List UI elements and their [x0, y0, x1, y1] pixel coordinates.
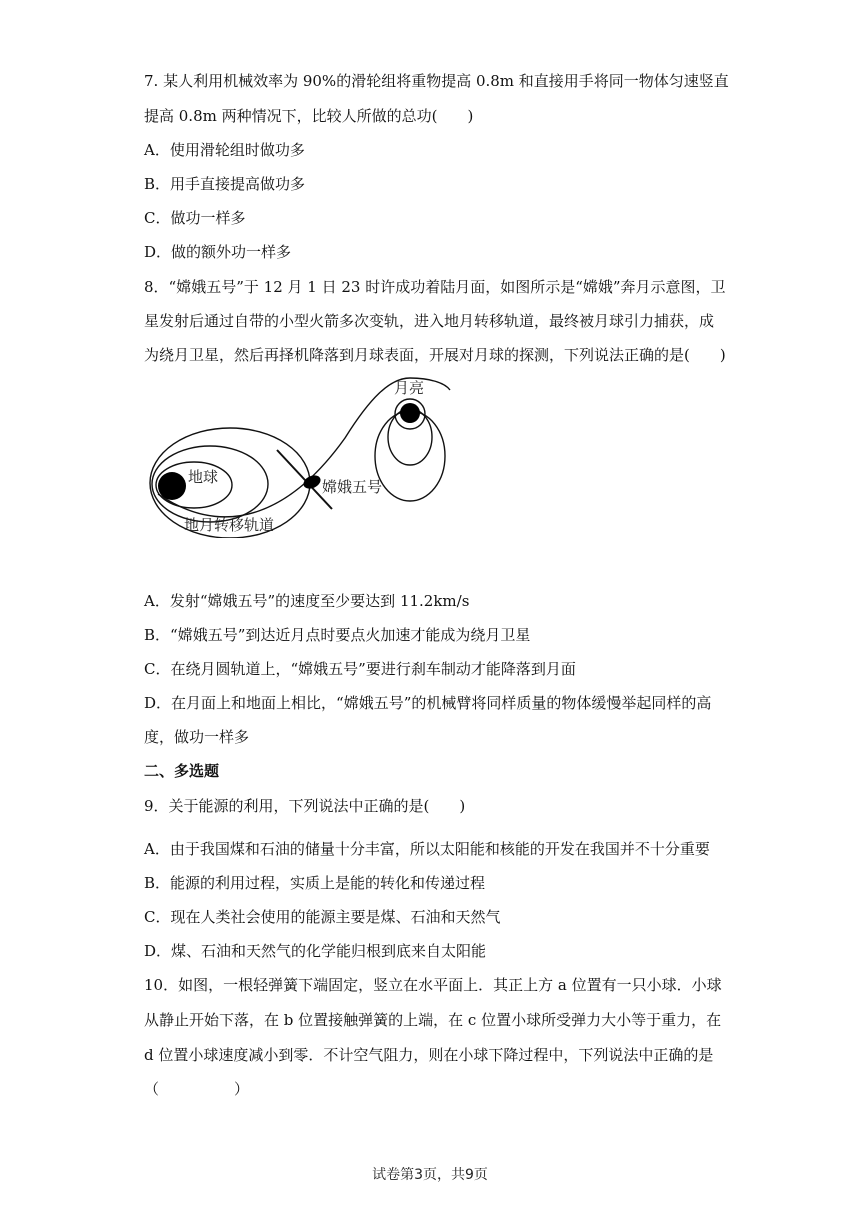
orbit-label: 地月转移轨道 — [184, 516, 275, 534]
q7-stem-line2: 提高 0.8m 两种情况下，比较人所做的总功( ) — [144, 107, 474, 125]
q8-stem-line3: 为绕月卫星，然后再择机降落到月球表面，开展对月球的探测，下列说法正确的是( ) — [144, 346, 726, 364]
moon-icon — [400, 403, 420, 423]
q8-option-b: B．“嫦娥五号”到达近月点时要点火加速才能成为绕月卫星 — [144, 626, 531, 644]
q8-stem-line1: 8．“嫦娥五号”于 12 月 1 日 23 时许成功着陆月面，如图所示是“嫦娥”奔月示意图，卫 — [144, 278, 726, 296]
q10-stem-line1: 10．如图，一根轻弹簧下端固定，竖立在水平面上．其正上方 a 位置有一只小球．小球 — [144, 976, 722, 994]
q8-option-d: D．在月面上和地面上相比，“嫦娥五号”的机械臂将同样质量的物体缓慢举起同样的高 — [144, 694, 712, 712]
q7-option-d: D．做的额外功一样多 — [144, 243, 292, 261]
page-footer: 试卷第3页，共9页 — [372, 1167, 488, 1183]
q9-option-d: D．煤、石油和天然气的化学能归根到底来自太阳能 — [144, 942, 487, 960]
q8-stem-line2: 星发射后通过自带的小型火箭多次变轨，进入地月转移轨道，最终被月球引力捕获，成 — [144, 312, 715, 330]
q8-option-c: C．在绕月圆轨道上，“嫦娥五号”要进行刹车制动才能降落到月面 — [144, 660, 576, 678]
earth-icon — [158, 472, 186, 500]
chang-e-orbit-diagram — [140, 368, 460, 538]
moon-label: 月亮 — [394, 379, 425, 397]
q9-option-c: C．现在人类社会使用的能源主要是煤、石油和天然气 — [144, 908, 501, 926]
q8-option-a: A．发射“嫦娥五号”的速度至少要达到 11.2km/s — [144, 592, 470, 610]
section-heading: 二、多选题 — [144, 762, 220, 780]
q7-option-a: A．使用滑轮组时做功多 — [144, 141, 305, 159]
q10-answer-bracket: （ ） — [144, 1080, 250, 1098]
q8-option-d-cont: 度，做功一样多 — [144, 728, 250, 746]
q9-option-a: A．由于我国煤和石油的储量十分丰富，所以太阳能和核能的开发在我国并不十分重要 — [144, 840, 710, 858]
q9-option-b: B．能源的利用过程，实质上是能的转化和传递过程 — [144, 874, 486, 892]
q10-stem-line2: 从静止开始下落，在 b 位置接触弹簧的上端，在 c 位置小球所受弹力大小等于重力，在 — [144, 1011, 722, 1029]
q7-stem-line1: 7. 某人利用机械效率为 90%的滑轮组将重物提高 0.8m 和直接用手将同一物体匀速竖直 — [144, 72, 729, 90]
earth-label: 地球 — [188, 468, 219, 486]
moon-orbit-outer — [375, 411, 445, 501]
q7-option-c: C．做功一样多 — [144, 209, 246, 227]
q7-option-b: B．用手直接提高做功多 — [144, 175, 306, 193]
probe-label: 嫦娥五号 — [322, 478, 383, 496]
q9-stem: 9．关于能源的利用，下列说法中正确的是( ) — [144, 797, 466, 815]
q10-stem-line3: d 位置小球速度减小到零．不计空气阻力，则在小球下降过程中，下列说法中正确的是 — [144, 1046, 714, 1064]
